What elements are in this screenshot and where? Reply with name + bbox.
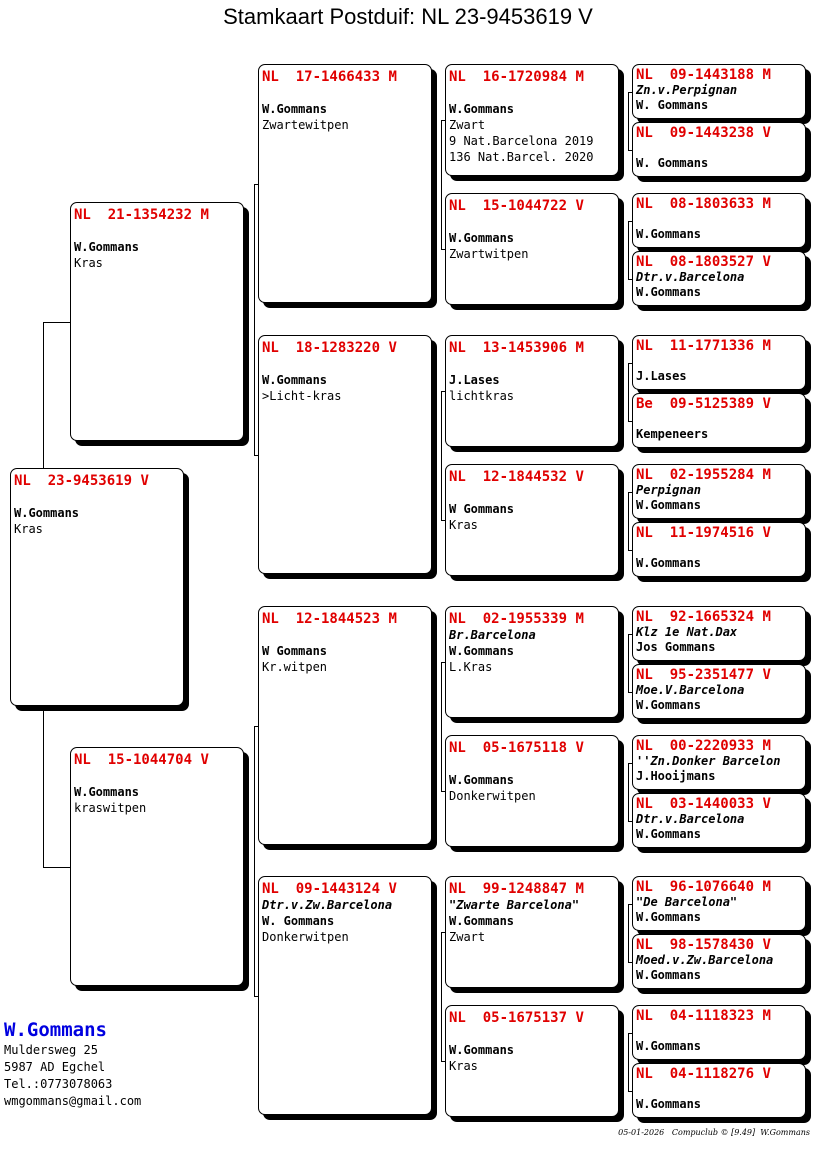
- ring-number: [262, 340, 428, 356]
- pigeon-info: 136 Nat.Barcel. 2020: [449, 150, 594, 164]
- pigeon-owner: W.Gommans: [636, 1097, 702, 1111]
- pigeon-sex: V: [200, 752, 209, 768]
- pigeon-sex: M: [762, 1008, 771, 1024]
- connector-line: [254, 184, 255, 455]
- ring-country: NL: [636, 1008, 653, 1024]
- pigeon-info: Kr.witpen: [262, 660, 328, 674]
- ring-number: [449, 740, 615, 756]
- ring-number: [449, 611, 615, 627]
- pigeon-name: [636, 212, 802, 227]
- pigeon-sex: V: [575, 198, 584, 214]
- connector-line: [441, 932, 442, 1061]
- ring-code: 13-1453906: [482, 340, 568, 356]
- pigeon-card[interactable]: [632, 793, 806, 848]
- connector-line: [441, 662, 442, 791]
- pigeon-name: ''Zn.Donker Barcelon: [636, 754, 781, 768]
- pigeon-info: Zwartwitpen: [449, 247, 529, 261]
- pigeon-owner: W.Gommans: [449, 773, 515, 787]
- pigeon-sex: M: [388, 611, 397, 627]
- pigeon-owner: W.Gommans: [636, 1039, 702, 1053]
- pigeon-owner: J.Lases: [449, 373, 500, 387]
- pigeon-owner: Kempeneers: [636, 427, 709, 441]
- breeder-name: W.Gommans: [4, 1019, 107, 1041]
- pigeon-name: Dtr.v.Barcelona: [636, 270, 745, 284]
- pigeon-sex: M: [762, 609, 771, 625]
- pigeon-name: [449, 485, 615, 501]
- pigeon-card[interactable]: [445, 464, 619, 576]
- pigeon-sex: M: [762, 67, 771, 83]
- pigeon-sex: M: [762, 879, 771, 895]
- pigeon-owner: W. Gommans: [636, 98, 709, 112]
- ring-number: [262, 611, 428, 627]
- ring-country: NL: [636, 738, 653, 754]
- pigeon-owner: W. Gommans: [636, 156, 709, 170]
- ring-code: 12-1844532: [482, 469, 568, 485]
- pigeon-sex: V: [140, 473, 149, 489]
- pigeon-card[interactable]: [632, 735, 806, 790]
- ring-number: [636, 468, 802, 483]
- pigeon-owner: W.Gommans: [636, 498, 702, 512]
- connector-line: [628, 763, 629, 821]
- ring-number: [449, 469, 615, 485]
- ring-code: 96-1076640: [669, 879, 755, 895]
- pigeon-info: kraswitpen: [74, 801, 147, 815]
- pigeon-card[interactable]: [632, 64, 806, 119]
- ring-number: [449, 198, 615, 214]
- pigeon-name: [262, 356, 428, 372]
- ring-code: 00-2220933: [669, 738, 755, 754]
- pigeon-card[interactable]: [632, 122, 806, 177]
- pigeon-owner: W.Gommans: [74, 785, 140, 799]
- ring-number: [636, 255, 802, 270]
- pigeon-sex: M: [762, 738, 771, 754]
- ring-code: 23-9453619: [47, 473, 133, 489]
- pigeon-card[interactable]: [632, 522, 806, 577]
- breeder-city: 5987 AD Egchel: [4, 1060, 106, 1074]
- pigeon-owner: W.Gommans: [636, 968, 702, 982]
- ring-number: [636, 1067, 802, 1082]
- pigeon-sex: M: [762, 196, 771, 212]
- pigeon-sex: V: [388, 340, 397, 356]
- ring-code: 04-1118276: [669, 1066, 755, 1082]
- ring-country: NL: [636, 796, 653, 812]
- pigeon-card[interactable]: [258, 64, 432, 303]
- ring-country: NL: [636, 937, 653, 953]
- ring-country: NL: [262, 340, 279, 356]
- pigeon-info: lichtkras: [449, 389, 515, 403]
- ring-code: 05-1675137: [482, 1010, 568, 1026]
- ring-code: 09-1443238: [669, 125, 755, 141]
- ring-number: [449, 69, 615, 85]
- connector-line: [628, 634, 629, 692]
- pigeon-sex: V: [762, 525, 771, 541]
- pigeon-info: >Licht-kras: [262, 389, 342, 403]
- pigeon-owner: W.Gommans: [74, 240, 140, 254]
- ring-country: NL: [262, 611, 279, 627]
- pigeon-card[interactable]: [258, 606, 432, 845]
- pigeon-name: Dtr.v.Barcelona: [636, 812, 745, 826]
- connector-line: [628, 92, 629, 150]
- ring-code: 92-1665324: [669, 609, 755, 625]
- ring-country: NL: [636, 125, 653, 141]
- pigeon-card[interactable]: [632, 876, 806, 931]
- pigeon-name: [449, 1026, 615, 1042]
- pigeon-name: [74, 223, 240, 239]
- pigeon-owner: J.Lases: [636, 369, 687, 383]
- ring-code: 98-1578430: [669, 937, 755, 953]
- ring-number: [636, 197, 802, 212]
- pigeon-card[interactable]: [445, 335, 619, 447]
- pigeon-owner: Jos Gommans: [636, 640, 716, 654]
- pigeon-owner: W.Gommans: [449, 1043, 515, 1057]
- pigeon-info: Kras: [74, 256, 103, 270]
- ring-code: 21-1354232: [107, 207, 193, 223]
- pigeon-name: [636, 141, 802, 156]
- ring-number: [636, 938, 802, 953]
- pigeon-owner: W.Gommans: [449, 644, 515, 658]
- pigeon-info: Kras: [449, 1059, 478, 1073]
- pigeon-info: Zwartewitpen: [262, 118, 349, 132]
- breeder-phone: Tel.:0773078063: [4, 1077, 113, 1091]
- ring-country: NL: [449, 340, 466, 356]
- ring-code: 02-1955339: [482, 611, 568, 627]
- pigeon-name: [262, 627, 428, 643]
- pigeon-owner: W.Gommans: [636, 556, 702, 570]
- pigeon-owner: W.Gommans: [14, 506, 80, 520]
- pigeon-owner: W.Gommans: [636, 227, 702, 241]
- ring-country: NL: [636, 525, 653, 541]
- ring-number: [449, 881, 615, 897]
- pigeon-card[interactable]: [445, 193, 619, 305]
- pigeon-sex: V: [762, 796, 771, 812]
- ring-country: NL: [14, 473, 31, 489]
- ring-country: NL: [262, 881, 279, 897]
- breeder-info: [4, 1018, 141, 1110]
- pigeon-sex: V: [762, 125, 771, 141]
- ring-number: [636, 880, 802, 895]
- pigeon-name: [14, 489, 180, 505]
- pigeon-sex: V: [575, 740, 584, 756]
- ring-code: 16-1720984: [482, 69, 568, 85]
- pigeon-card[interactable]: [632, 393, 806, 448]
- pigeon-owner: W Gommans: [449, 502, 515, 516]
- ring-code: 11-1974516: [669, 525, 755, 541]
- ring-code: 12-1844523: [295, 611, 381, 627]
- pigeon-name: [449, 356, 615, 372]
- connector-line: [254, 726, 255, 996]
- pigeon-owner: W.Gommans: [636, 698, 702, 712]
- connector-line: [43, 867, 70, 868]
- ring-code: 03-1440033: [669, 796, 755, 812]
- ring-code: 09-1443188: [669, 67, 755, 83]
- ring-code: 95-2351477: [669, 667, 755, 683]
- pigeon-sex: M: [575, 340, 584, 356]
- pigeon-card[interactable]: [632, 606, 806, 661]
- pigeon-name: [449, 85, 615, 101]
- pigeon-name: Dtr.v.Zw.Barcelona: [262, 898, 393, 912]
- ring-number: [636, 339, 802, 354]
- pigeon-name: [449, 214, 615, 230]
- pigeon-sex: M: [575, 881, 584, 897]
- ring-country: NL: [636, 609, 653, 625]
- ring-number: [636, 739, 802, 754]
- ring-country: NL: [636, 254, 653, 270]
- pigeon-sex: V: [575, 1010, 584, 1026]
- pigeon-card[interactable]: [10, 468, 184, 706]
- ring-country: NL: [449, 198, 466, 214]
- pigeon-sex: M: [200, 207, 209, 223]
- ring-number: [636, 68, 802, 83]
- ring-number: [262, 69, 428, 85]
- pigeon-sex: V: [762, 1066, 771, 1082]
- pigeon-sex: M: [575, 611, 584, 627]
- ring-country: NL: [262, 69, 279, 85]
- ring-country: NL: [449, 881, 466, 897]
- pigeon-sex: M: [762, 467, 771, 483]
- pigeon-owner: W.Gommans: [636, 827, 702, 841]
- pigeon-name: [636, 1082, 802, 1097]
- pigeon-sex: V: [762, 396, 771, 412]
- pigeon-card[interactable]: [258, 876, 432, 1115]
- pigeon-info: Zwart: [449, 118, 486, 132]
- ring-code: 05-1675118: [482, 740, 568, 756]
- ring-code: 09-1443124: [295, 881, 381, 897]
- ring-code: 04-1118323: [669, 1008, 755, 1024]
- pigeon-name: Perpignan: [636, 483, 702, 497]
- ring-country: NL: [74, 752, 91, 768]
- connector-line: [628, 904, 629, 962]
- pigeon-card[interactable]: [445, 64, 619, 176]
- pigeon-card[interactable]: [632, 1063, 806, 1118]
- pigeon-card[interactable]: [632, 934, 806, 989]
- pigeon-sex: V: [762, 667, 771, 683]
- pigeon-name: [636, 1024, 802, 1039]
- pigeon-name: Zn.v.Perpignan: [636, 83, 738, 97]
- pigeon-owner: J.Hooijmans: [636, 769, 716, 783]
- ring-number: [14, 473, 180, 489]
- pigeon-sex: V: [762, 937, 771, 953]
- pigeon-owner: W.Gommans: [449, 914, 515, 928]
- pigeon-name: [636, 541, 802, 556]
- pigeon-info: 9 Nat.Barcelona 2019: [449, 134, 594, 148]
- pigeon-card[interactable]: [632, 335, 806, 390]
- ring-country: NL: [636, 67, 653, 83]
- pigeon-card[interactable]: [445, 876, 619, 988]
- pigeon-name: "De Barcelona": [636, 895, 738, 909]
- pigeon-card[interactable]: [632, 664, 806, 719]
- ring-number: [636, 526, 802, 541]
- pigeon-card[interactable]: [632, 193, 806, 248]
- ring-number: [636, 126, 802, 141]
- pigeon-info: Kras: [14, 522, 43, 536]
- connector-line: [628, 221, 629, 279]
- ring-country: NL: [449, 611, 466, 627]
- footer-credits: 05-01-2026 Compuclub © [9.49] W.Gommans: [618, 1128, 810, 1137]
- pigeon-owner: W. Gommans: [262, 914, 335, 928]
- ring-number: [636, 668, 802, 683]
- pigeon-card[interactable]: [632, 251, 806, 306]
- ring-country: Be: [636, 396, 653, 412]
- connector-line: [628, 1033, 629, 1091]
- pigeon-name: [262, 85, 428, 101]
- ring-country: NL: [449, 1010, 466, 1026]
- ring-country: NL: [636, 338, 653, 354]
- ring-number: [262, 881, 428, 897]
- pigeon-card[interactable]: [258, 335, 432, 574]
- pigeon-info: Donkerwitpen: [262, 930, 349, 944]
- ring-code: 99-1248847: [482, 881, 568, 897]
- pigeon-info: L.Kras: [449, 660, 493, 674]
- ring-code: 15-1044722: [482, 198, 568, 214]
- pigeon-name: [74, 768, 240, 784]
- pigeon-sex: M: [762, 338, 771, 354]
- pigeon-card[interactable]: [632, 464, 806, 519]
- ring-number: [449, 1010, 615, 1026]
- pigeon-sex: V: [575, 469, 584, 485]
- ring-country: NL: [74, 207, 91, 223]
- ring-number: [449, 340, 615, 356]
- pigeon-name: Moe.V.Barcelona: [636, 683, 745, 697]
- ring-number: [636, 797, 802, 812]
- ring-country: NL: [449, 469, 466, 485]
- pigeon-name: Br.Barcelona: [449, 628, 536, 642]
- pigeon-name: [449, 756, 615, 772]
- ring-code: 17-1466433: [295, 69, 381, 85]
- pigeon-name: Moed.v.Zw.Barcelona: [636, 953, 774, 967]
- pigeon-info: Donkerwitpen: [449, 789, 536, 803]
- pigeon-sex: M: [388, 69, 397, 85]
- connector-line: [441, 120, 442, 249]
- connector-line: [43, 322, 70, 323]
- pigeon-name: Klz 1e Nat.Dax: [636, 625, 738, 639]
- pigeon-card[interactable]: [70, 747, 244, 986]
- pigeon-card[interactable]: [70, 202, 244, 441]
- pigeon-name: [636, 412, 802, 427]
- ring-code: 11-1771336: [669, 338, 755, 354]
- ring-country: NL: [449, 69, 466, 85]
- pigeon-owner: W.Gommans: [449, 102, 515, 116]
- pigeon-info: Kras: [449, 518, 478, 532]
- ring-country: NL: [636, 196, 653, 212]
- pigeon-info: Zwart: [449, 930, 486, 944]
- pigeon-owner: W.Gommans: [636, 910, 702, 924]
- pigeon-owner: W.Gommans: [449, 231, 515, 245]
- ring-code: 02-1955284: [669, 467, 755, 483]
- ring-number: [636, 397, 802, 412]
- ring-country: NL: [449, 740, 466, 756]
- breeder-address: Muldersweg 25: [4, 1043, 98, 1057]
- pigeon-name: "Zwarte Barcelona": [449, 898, 580, 912]
- ring-country: NL: [636, 667, 653, 683]
- ring-country: NL: [636, 879, 653, 895]
- connector-line: [628, 363, 629, 421]
- ring-code: 15-1044704: [107, 752, 193, 768]
- ring-country: NL: [636, 1066, 653, 1082]
- ring-code: 09-5125389: [669, 396, 755, 412]
- ring-number: [636, 610, 802, 625]
- ring-number: [74, 207, 240, 223]
- pigeon-owner: W.Gommans: [636, 285, 702, 299]
- pigeon-name: [636, 354, 802, 369]
- ring-code: 08-1803633: [669, 196, 755, 212]
- ring-number: [74, 752, 240, 768]
- pigeon-owner: W.Gommans: [262, 373, 328, 387]
- ring-country: NL: [636, 467, 653, 483]
- connector-line: [628, 492, 629, 550]
- ring-code: 08-1803527: [669, 254, 755, 270]
- connector-line: [441, 391, 442, 520]
- pigeon-owner: W.Gommans: [262, 102, 328, 116]
- pigeon-sex: M: [575, 69, 584, 85]
- breeder-email: wmgommans@gmail.com: [4, 1094, 142, 1108]
- pigeon-sex: V: [388, 881, 397, 897]
- ring-code: 18-1283220: [295, 340, 381, 356]
- pigeon-sex: V: [762, 254, 771, 270]
- page-title: Stamkaart Postduif: NL 23-9453619 V: [223, 4, 593, 29]
- pigeon-card[interactable]: [632, 1005, 806, 1060]
- pigeon-owner: W Gommans: [262, 644, 328, 658]
- pigeon-card[interactable]: [445, 1005, 619, 1117]
- pigeon-card[interactable]: [445, 735, 619, 847]
- pigeon-card[interactable]: [445, 606, 619, 718]
- ring-number: [636, 1009, 802, 1024]
